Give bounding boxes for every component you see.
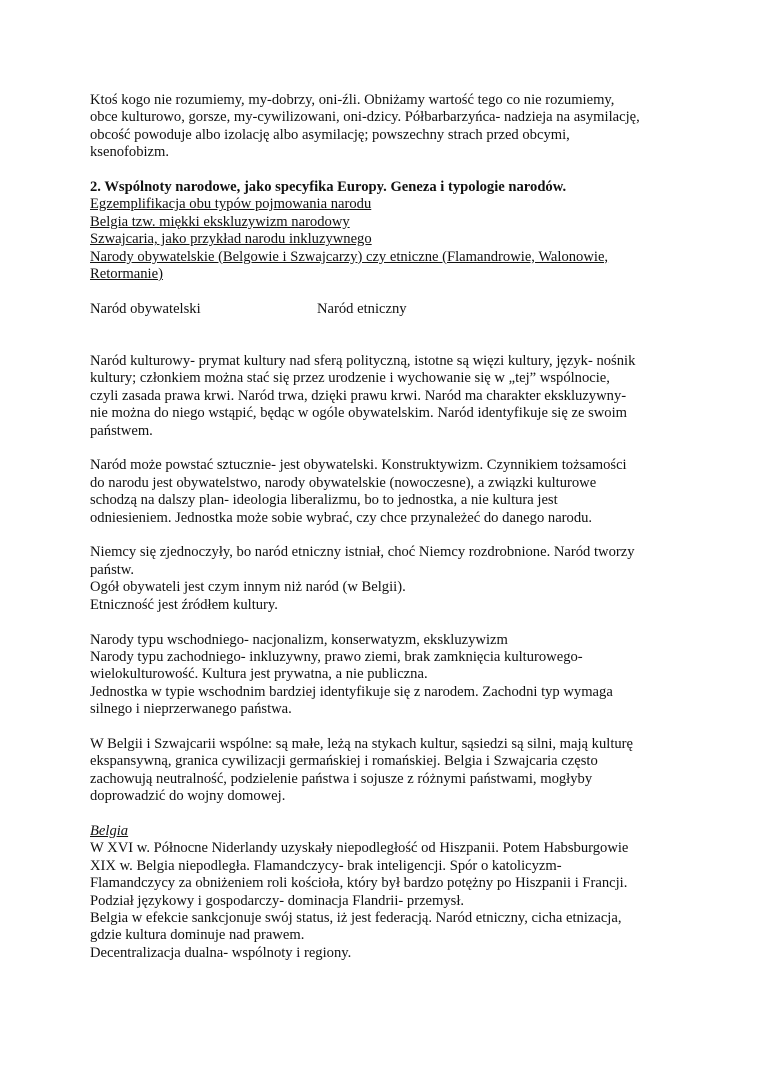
text-line: nie można do niego wstąpić, będąc w ogóle obywatelskim. Naród identyfikuje się ze swoim (90, 405, 627, 422)
blank-line (90, 162, 675, 179)
blank-line (90, 318, 675, 353)
topic-line: Szwajcaria, jako przykład narodu inkluzywnego (90, 231, 372, 248)
intro-paragraph (90, 92, 675, 162)
topic-list (90, 196, 675, 283)
text-line: Narody typu wschodniego- nacjonalizm, konserwatyzm, ekskluzywizm (90, 631, 508, 648)
topic-line: Egzemplifikacja obu typów pojmowania narodu (90, 196, 372, 213)
topic-line: Retormanie) (90, 266, 163, 283)
paragraph-belgium-switzerland (90, 736, 675, 806)
text-line: obcość powoduje albo izolację albo asymilację; powszechny strach przed obcymi, (90, 126, 570, 143)
text-line: Etniczność jest źródłem kultury. (90, 596, 278, 613)
text-line: państwem. (90, 422, 153, 439)
text-line: czyli zasada prawa krwi. Naród trwa, dzięki prawu krwi. Naród ma charakter ekskluzywny- (90, 387, 627, 404)
paragraph-cultural-nation (90, 353, 675, 440)
text-line: wielokulturowość. Kultura jest prywatna, a nie publiczna. (90, 666, 428, 683)
subsection-heading-belgia: Belgia (90, 822, 129, 839)
text-line: odniesieniem. Jednostka może sobie wybrać, czy chce przynależeć do danego narodu. (90, 509, 593, 526)
topic-line: Belgia tzw. miękki ekskluzywizm narodowy (90, 213, 350, 230)
text-line: Jednostka w typie wschodnim bardziej identyfikuje się z narodem. Zachodni typ wymaga (90, 683, 613, 700)
text-line: gdzie kultura dominuje nad prawem. (90, 927, 305, 944)
document-page (90, 92, 675, 962)
blank-line (90, 440, 675, 457)
text-line: zachowują neutralność, podzielenie państwa i sojusze z różnymi państwami, mogłyby (90, 770, 593, 787)
blank-line (90, 614, 675, 631)
column-headings (90, 301, 675, 318)
text-line: W XVI w. Północne Niderlandy uzyskały niepodległość od Hiszpanii. Potem Habsburgowie (90, 840, 629, 857)
text-line: Ktoś kogo nie rozumiemy, my-dobrzy, oni-źli. Obniżamy wartość tego co nie rozumiemy, (90, 92, 615, 108)
text-line: Decentralizacja dualna- wspólnoty i regiony. (90, 944, 352, 961)
text-line: Ogół obywateli jest czym innym niż naród (w Belgii). (90, 579, 406, 596)
section-heading: 2. Wspólnoty narodowe, jako specyfika Europy. Geneza i typologie narodów. (90, 179, 567, 196)
column-heading-ethnic: Naród etniczny (317, 300, 407, 317)
paragraph-nation-types (90, 632, 675, 719)
text-line: Belgia w efekcie sankcjonuje swój status, iż jest federacją. Naród etniczny, cicha etnizacja, (90, 909, 622, 926)
text-line: W Belgii i Szwajcarii wspólne: są małe, leżą na stykach kultur, sąsiedzi są silni, mają kulturę (90, 735, 634, 752)
topic-line: Narody obywatelskie (Belgowie i Szwajcarzy) czy etniczne (Flamandrowie, Walonowie, (90, 248, 609, 265)
text-line: ksenofobizm. (90, 144, 170, 161)
blank-line (90, 527, 675, 544)
text-line: Podział językowy i gospodarczy- dominacja Flandrii- przemysł. (90, 892, 465, 909)
text-line: Naród kulturowy- prymat kultury nad sferą polityczną, istotne są więzi kultury, język- nośnik (90, 353, 636, 370)
text-line: Niemcy się zjednoczyły, bo naród etniczny istniał, choć Niemcy rozdrobnione. Naród tworzy (90, 544, 635, 561)
text-line: Narody typu zachodniego- inkluzywny, prawo ziemi, brak zamknięcia kulturowego- (90, 648, 583, 665)
text-line: kultury; członkiem można stać się przez urodzenie i wychowanie się w „tej” wspólnocie, (90, 370, 610, 387)
column-heading-civic: Naród obywatelski (90, 300, 201, 317)
text-line: ekspansywną, granica cywilizacji germańskiej i romańskiej. Belgia i Szwajcaria często (90, 753, 598, 770)
text-line: do narodu jest obywatelstwo, narody obywatelskie (nowoczesne), a związki kulturowe (90, 474, 597, 491)
blank-line (90, 719, 675, 736)
paragraph-belgia (90, 840, 675, 962)
text-line: państw. (90, 561, 135, 578)
text-line: obce kulturowo, gorsze, my-cywilizowani, oni-dzicy. Półbarbarzyńca- nadzieja na asymilację, (90, 109, 640, 126)
text-line: Flamandczycy za obniżeniem roli kościoła, który był bardzo potężny po Hiszpanii i Francji. (90, 875, 628, 892)
text-line: silnego i nieprzerwanego państwa. (90, 701, 292, 718)
text-line: XIX w. Belgia niepodległa. Flamandczycy- brak inteligencji. Spór o katolicyzm- (90, 857, 562, 874)
blank-line (90, 283, 675, 300)
blank-line (90, 806, 675, 823)
text-line: schodzą na dalszy plan- ideologia liberalizmu, bo to jednostka, a nie kultura jest (90, 492, 558, 509)
text-line: Naród może powstać sztucznie- jest obywatelski. Konstruktywizm. Czynnikiem tożsamości (90, 457, 627, 474)
text-line: doprowadzić do wojny domowej. (90, 788, 286, 805)
paragraph-civic-nation (90, 457, 675, 527)
paragraph-germany (90, 544, 675, 614)
